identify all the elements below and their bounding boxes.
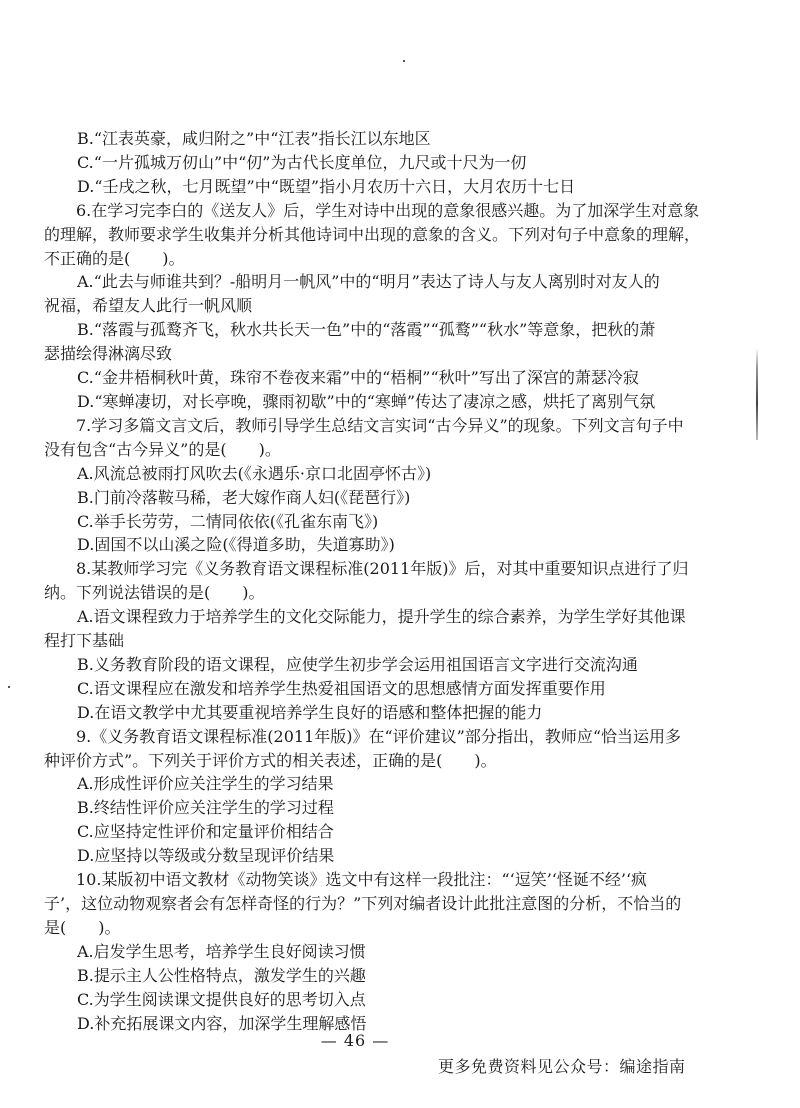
question-stem: 8.某教师学习完《义务教育语文课程标准(2011年版)》后，对其中重要知识点进行了归 [76,559,689,579]
page-number: — 46 — [320,1031,390,1050]
question-stem: 的理解，教师要求学生收集并分析其他诗词中出现的意象的含义。下列对句子中意象的理解， [44,224,701,244]
scan-speck [8,686,10,688]
option-continuation: 瑟描绘得淋漓尽致 [44,344,173,364]
option-line: D.应坚持以等级或分数呈现评价结果 [77,846,335,866]
option-line: A.形成性评价应关注学生的学习结果 [77,774,334,794]
question-stem: 7.学习多篇文言文后，教师引导学生总结文言实词“古今异义”的现象。下列文言句子中 [76,415,684,435]
question-stem: 子’，这位动物观察者会有怎样奇怪的行为？”下列对编者设计此批注意图的分析，不恰当的 [44,894,682,913]
option-line: A.启发学生思考，培养学生良好阅读习惯 [77,941,366,961]
question-stem: 9.《义务教育语文课程标准(2011年版)》在“评价建议”部分指出，教师应“恰当运用多 [76,726,682,746]
option-line: C.应坚持定性评价和定量评价相结合 [77,822,334,842]
option-line: B.义务教育阶段的语文课程，应使学生初步学会运用祖国语言文字进行交流沟通 [77,654,638,674]
question-stem: 是( )。 [44,917,121,937]
option-line: A.“此去与师谁共到？-船明月一帆风”中的“明月”表达了诗人与友人离别时对友人的 [77,272,660,292]
option-line: C.“一片孤城万仞山”中“仞”为古代长度单位，九尺或十尺为一仞 [77,152,527,172]
question-stem: 6.在学习完李白的《送友人》后，学生对诗中出现的意象很感兴趣。为了加深学生对意象 [76,200,700,220]
option-line: C.“金井梧桐秋叶黄，珠帘不卷夜来霜”中的“梧桐”“秋叶”写出了深宫的萧瑟冷寂 [77,368,639,388]
option-line: D.固国不以山溪之险(《得道多助，失道寡助》) [77,535,395,555]
option-line: A.语文课程致力于培养学生的文化交际能力，提升学生的综合素养，为学生学好其他课 [77,607,686,627]
option-line: A.风流总被雨打风吹去(《永遇乐·京口北固亭怀古》) [77,463,432,483]
option-line: B.提示主人公性格特点，激发学生的兴趣 [77,965,366,985]
option-line: C.为学生阅读课文提供良好的思考切入点 [77,989,366,1009]
promo-footer-text: 更多免费资料见公众号：编途指南 [438,1057,686,1076]
option-line: D.“寒蝉凄切，对长亭晚，骤雨初歇”中的“寒蝉”传达了凄凉之感，烘托了离别气氛 [77,391,656,411]
question-stem: 10.某版初中语文教材《动物笑谈》选文中有这样一段批注：“‘逗笑’‘怪诞不经’‘疯 [76,870,648,890]
question-stem: 没有包含“古今异义”的是( )。 [44,439,281,459]
question-stem: 纳。下列说法错误的是( )。 [44,583,265,603]
question-stem: 不正确的是( )。 [44,248,185,268]
option-line: D.“壬戌之秋，七月既望”中“既望”指小月农历十六日，大月农历十七日 [77,176,576,196]
question-content [40,127,764,1035]
option-line: B.“落霞与孤鹜齐飞，秋水共长天一色”中的“落霞”“孤鹜”“秋水”等意象，把秋的萧 [77,320,656,340]
option-continuation: 祝福，希望友人此行一帆风顺 [44,296,253,316]
option-line: B.门前冷落鞍马稀，老大嫁作商人妇(《琵琶行》) [77,487,411,507]
option-line: B.“江表英豪，咸归附之”中“江表”指长江以东地区 [77,129,431,148]
option-line: B.终结性评价应关注学生的学习过程 [77,798,334,818]
option-line: D.在语文教学中尤其要重视培养学生良好的语感和整体把握的能力 [77,702,543,722]
option-continuation: 程打下基础 [44,631,125,651]
option-line: C.语文课程应在激发和培养学生热爱祖国语文的思想感情方面发挥重要作用 [77,678,606,698]
option-line: C.举手长劳劳，二情同依依(《孔雀东南飞》) [77,511,379,531]
scan-speck [403,60,405,62]
option-line: D.补充拓展课文内容，加深学生理解感悟 [77,1013,367,1033]
question-stem: 种评价方式”。下列关于评价方式的相关表述，正确的是( )。 [44,750,497,770]
